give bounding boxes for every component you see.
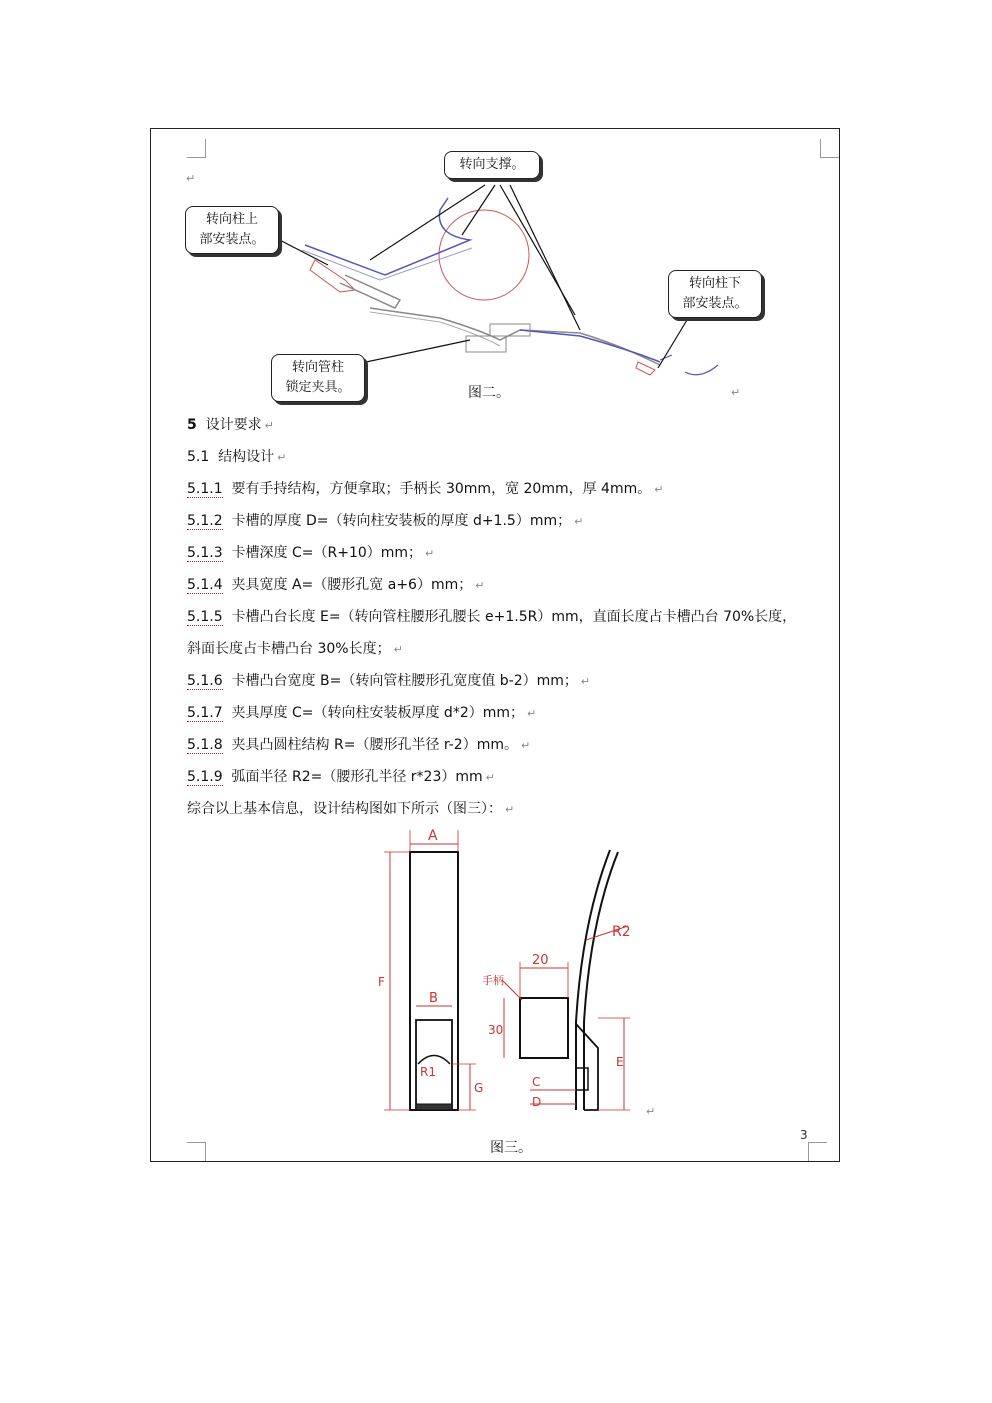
corner-mark (808, 1142, 827, 1161)
figure3-caption: 图三。 (490, 1140, 532, 1156)
requirement-item: 5.1.6 卡槽凸台宽度 B=（转向管柱腰形孔宽度值 b-2）mm； ↵ (187, 673, 591, 689)
leader-line (370, 185, 485, 260)
requirement-item: 5.1.9 弧面半径 R2=（腰形孔半径 r*23）mm ↵ (187, 769, 495, 785)
leader-line (366, 340, 470, 362)
dim-label-d: D (532, 1095, 542, 1109)
dim-label-r2: R2 (612, 924, 631, 940)
dim-label-f: F (378, 975, 385, 989)
handle-label: 手柄 (482, 974, 504, 987)
handle-leader (502, 980, 522, 1000)
requirement-item: 5.1.1 要有手持结构，方便拿取；手柄长 30mm，宽 20mm，厚 4mm。 ↵ (187, 481, 664, 497)
callout-steering-support: 转向支撑。 (444, 151, 540, 179)
dim-label-20: 20 (532, 953, 549, 968)
handle-outline (520, 998, 568, 1058)
requirement-item: 5.1.7 夹具厚度 C=（转向柱安装板厚度 d*2）mm； ↵ (187, 705, 537, 721)
figure2-caption: 图二。 (468, 385, 510, 401)
dim-label-c: C (532, 1075, 541, 1089)
callout-upper-mount: 转向柱上 部安装点。 (185, 206, 279, 254)
slot-boss (576, 1024, 598, 1110)
boss-round (418, 1056, 450, 1065)
leader-line (510, 185, 580, 330)
side-view (502, 850, 630, 1110)
requirement-item: 5.1.3 卡槽深度 C=（R+10）mm； ↵ (187, 545, 435, 561)
section-heading: 5 设计要求 ↵ (187, 417, 274, 433)
page-number: 3 (800, 1128, 808, 1142)
corner-mark (820, 139, 839, 158)
steering-column-lower (520, 330, 660, 362)
requirement-continuation: 斜面长度占卡槽凸台 30%长度； ↵ (187, 641, 403, 657)
subsection-heading: 5.1 结构设计 ↵ (187, 449, 287, 465)
clamp-base (416, 1104, 452, 1110)
column-bracket (340, 275, 400, 308)
summary-paragraph: 综合以上基本信息，设计结构图如下所示（图三）： ↵ (187, 801, 515, 817)
clamp-block (466, 336, 506, 352)
arc-body-inner (584, 852, 618, 1110)
lower-bracket (660, 355, 718, 375)
requirement-item: 5.1.5 卡槽凸台长度 E=（转向管柱腰形孔腰长 e+1.5R）mm，直面长度占卡槽凸台 70%长度， (187, 609, 797, 625)
paragraph-mark: ↵ (186, 172, 196, 185)
corner-mark (187, 1142, 206, 1161)
dim-label-b: B (429, 991, 438, 1006)
callout-lower-mount: 转向柱下 部安装点。 (668, 270, 762, 318)
dim-label-30: 30 (488, 1023, 504, 1037)
figure3-drawing (370, 822, 660, 1122)
paragraph-mark: ↵ (731, 386, 741, 399)
requirement-item: 5.1.4 夹具宽度 A=（腰形孔宽 a+6）mm； ↵ (187, 577, 485, 593)
dim-label-a: A (428, 828, 438, 844)
leader-line (658, 315, 690, 368)
callout-column-clamp: 转向管柱 锁定夹具。 (271, 354, 365, 402)
dim-label-g: G (474, 1081, 484, 1095)
slot-notch (576, 1068, 588, 1090)
requirement-item: 5.1.2 卡槽的厚度 D=（转向柱安装板的厚度 d+1.5）mm； ↵ (187, 513, 584, 529)
lower-mount-part (636, 362, 655, 375)
requirement-item: 5.1.8 夹具凸圆柱结构 R=（腰形孔半径 r-2）mm。 ↵ (187, 737, 531, 753)
paragraph-mark: ↵ (646, 1105, 656, 1118)
dim-label-e: E (616, 1055, 624, 1069)
dim-label-r1: R1 (420, 1065, 436, 1079)
steering-column-upper (305, 198, 470, 275)
